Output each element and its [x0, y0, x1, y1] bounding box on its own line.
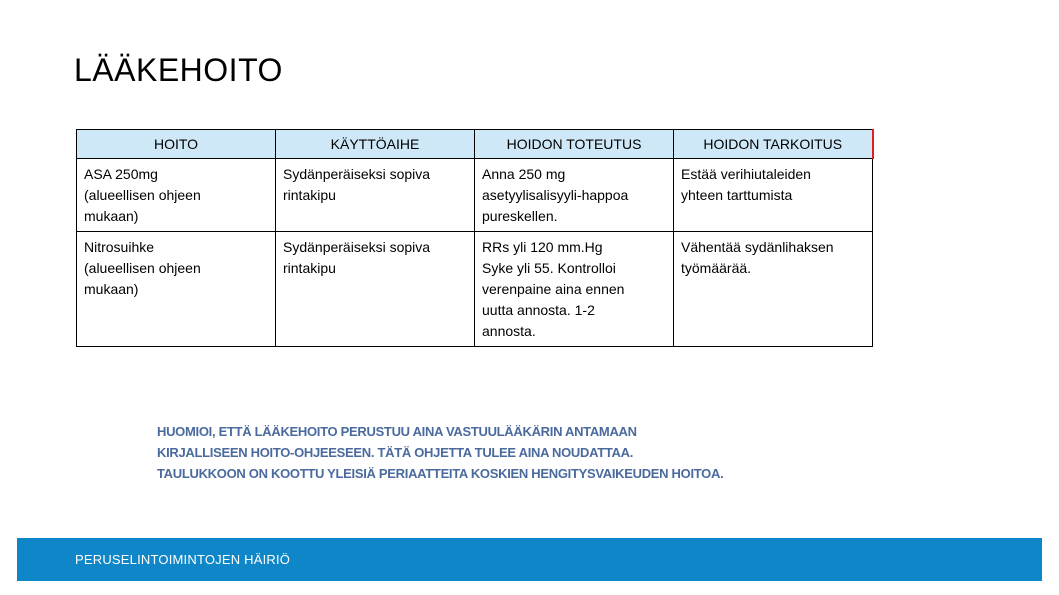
- cell-line: (alueellisen ohjeen: [84, 187, 201, 203]
- cell-line: RRs yli 120 mm.Hg: [482, 239, 603, 255]
- cell-line: (alueellisen ohjeen: [84, 260, 201, 276]
- note-line: TAULUKKOON ON KOOTTU YLEISIÄ PERIAATTEITA KOSKIEN HENGITYSVAIKEUDEN HOITOA.: [157, 466, 724, 481]
- column-header-hoidon-toteutus: HOIDON TOTEUTUS: [475, 130, 674, 159]
- cell-hoidon-tarkoitus: [674, 159, 873, 232]
- cell-kayttoaihe: [276, 159, 475, 232]
- cell-line: Syke yli 55. Kontrolloi: [482, 260, 616, 276]
- cell-line: yhteen tarttumista: [681, 187, 793, 203]
- cell-line: mukaan): [84, 281, 139, 297]
- cell-hoidon-tarkoitus: [674, 232, 873, 347]
- cell-line: työmäärää.: [681, 260, 752, 276]
- note-line: KIRJALLISEEN HOITO-OHJEESEEN. TÄTÄ OHJETTA TULEE AINA NOUDATTAA.: [157, 445, 634, 460]
- guidance-note: [157, 421, 877, 484]
- cell-line: rintakipu: [283, 260, 336, 276]
- cell-line: annosta.: [482, 323, 536, 339]
- cell-hoito: [77, 232, 276, 347]
- column-header-hoito: HOITO: [77, 130, 276, 159]
- column-header-kayttoaihe: KÄYTTÖAIHE: [276, 130, 475, 159]
- table-header-row: [77, 130, 873, 159]
- cell-line: Nitrosuihke: [84, 239, 155, 255]
- cell-line: mukaan): [84, 208, 139, 224]
- cell-line: Sydänperäiseksi sopiva: [283, 166, 431, 182]
- cell-kayttoaihe: [276, 232, 475, 347]
- cell-hoidon-toteutus: [475, 159, 674, 232]
- cell-line: Sydänperäiseksi sopiva: [283, 239, 431, 255]
- cell-line: pureskellen.: [482, 208, 558, 224]
- cell-line: Vähentää sydänlihaksen: [681, 239, 834, 255]
- cell-hoito: [77, 159, 276, 232]
- medication-table: [76, 129, 874, 347]
- column-header-hoidon-tarkoitus: HOIDON TARKOITUS: [674, 130, 873, 159]
- cell-line: uutta annosta. 1-2: [482, 302, 595, 318]
- table-row: [77, 159, 873, 232]
- note-line: HUOMIOI, ETTÄ LÄÄKEHOITO PERUSTUU AINA VASTUULÄÄKÄRIN ANTAMAAN: [157, 424, 637, 439]
- cell-line: Anna 250 mg: [482, 166, 566, 182]
- table-row: [77, 232, 873, 347]
- cell-line: asetyylisalisyyli-happoa: [482, 187, 629, 203]
- cell-hoidon-toteutus: [475, 232, 674, 347]
- cell-line: verenpaine aina ennen: [482, 281, 625, 297]
- cell-line: ASA 250mg: [84, 166, 158, 182]
- page-title: LÄÄKEHOITO: [74, 52, 283, 88]
- footer-bar: [17, 538, 1042, 581]
- footer-label: PERUSELINTOIMINTOJEN HÄIRIÖ: [75, 552, 291, 567]
- cell-line: Estää verihiutaleiden: [681, 166, 811, 182]
- cell-line: rintakipu: [283, 187, 336, 203]
